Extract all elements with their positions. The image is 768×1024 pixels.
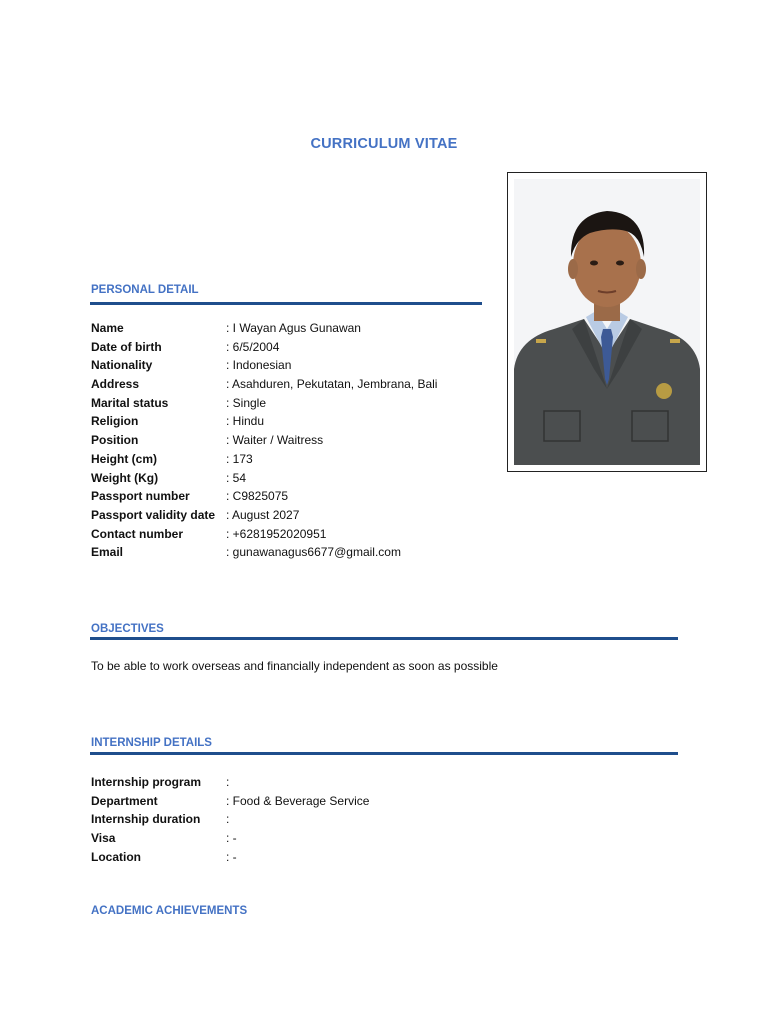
field-label: Internship duration — [91, 812, 201, 826]
field-value: : +6281952020951 — [226, 527, 327, 541]
personal-detail-divider — [90, 302, 482, 305]
field-value: : Indonesian — [226, 358, 292, 372]
field-value: : - — [226, 850, 237, 864]
objectives-heading: OBJECTIVES — [91, 623, 164, 635]
field-value: : Single — [226, 396, 267, 410]
academic-heading: ACADEMIC ACHIEVEMENTS — [91, 905, 248, 917]
field-label: Name — [91, 321, 124, 335]
field-value: : August 2027 — [226, 508, 300, 522]
field-label: Marital status — [91, 396, 169, 410]
field-value: : 6/5/2004 — [226, 340, 280, 354]
field-label: Department — [91, 794, 158, 808]
field-value: : — [226, 775, 230, 789]
field-value: : — [226, 812, 230, 826]
field-label: Height (cm) — [91, 452, 157, 466]
field-value: : 173 — [226, 452, 253, 466]
field-label: Date of birth — [91, 340, 162, 354]
field-value: : gunawanagus6677@gmail.com — [226, 545, 401, 559]
field-label: Visa — [91, 831, 116, 845]
field-label: Passport validity date — [91, 508, 216, 522]
objectives-divider — [90, 637, 678, 640]
field-label: Nationality — [91, 358, 153, 372]
field-label: Religion — [91, 414, 139, 428]
field-label: Location — [91, 850, 141, 864]
field-value: : Waiter / Waitress — [226, 433, 324, 447]
field-value: : 54 — [226, 471, 247, 485]
personal-detail-heading: PERSONAL DETAIL — [91, 284, 199, 296]
objective-text: To be able to work overseas and financially independent as soon as possible — [91, 659, 498, 673]
field-label: Weight (Kg) — [91, 471, 159, 485]
cv-title: CURRICULUM VITAE — [310, 136, 458, 152]
field-value: : I Wayan Agus Gunawan — [226, 321, 361, 335]
internship-divider — [90, 752, 678, 755]
field-label: Position — [91, 433, 139, 447]
field-label: Contact number — [91, 527, 184, 541]
profile-photo-illustration — [514, 179, 700, 465]
field-value: : Asahduren, Pekutatan, Jembrana, Bali — [226, 377, 438, 391]
field-value: : Food & Beverage Service — [226, 794, 370, 808]
field-label: Passport number — [91, 489, 190, 503]
profile-photo — [507, 172, 707, 472]
field-value: : Hindu — [226, 414, 265, 428]
field-label: Email — [91, 545, 124, 559]
field-value: : - — [226, 831, 237, 845]
field-label: Internship program — [91, 775, 202, 789]
field-label: Address — [91, 377, 140, 391]
field-value: : C9825075 — [226, 489, 289, 503]
internship-heading: INTERNSHIP DETAILS — [91, 737, 212, 749]
